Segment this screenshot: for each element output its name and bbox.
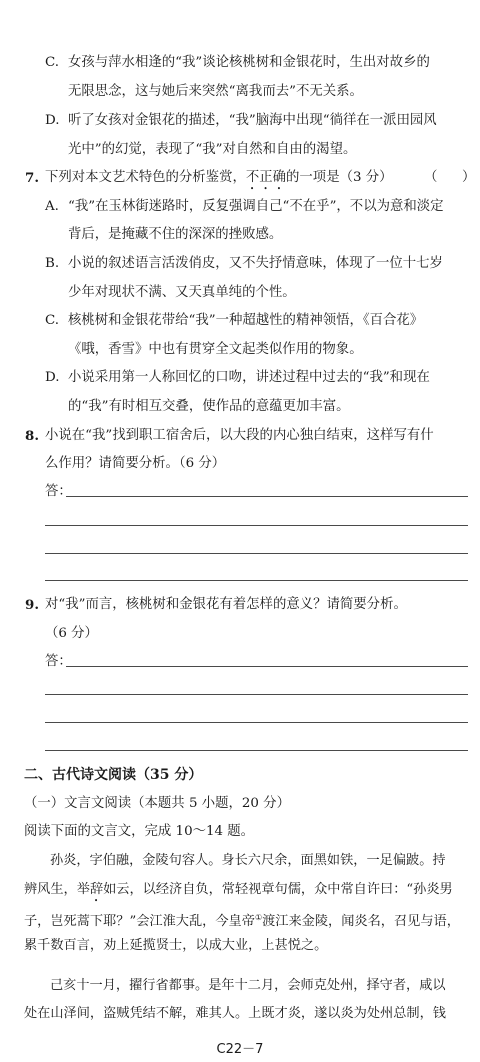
- question-number: 9.: [25, 597, 39, 613]
- option-label: C.: [45, 313, 60, 328]
- answer-label: 答：: [45, 484, 72, 499]
- question-text: 小说在“我”找到职工宿舍后，以大段的内心独白结束，这样写有什: [45, 428, 434, 443]
- section-title: 二、古代诗文阅读（35 分）: [24, 767, 203, 783]
- subsection-title: （一）文言文阅读（本题共 5 小题，20 分）: [24, 796, 290, 811]
- option-text-cont: 少年对现状不满、又天真单纯的个性。: [68, 285, 296, 300]
- emphasized-char: 辞: [89, 882, 104, 897]
- q9-answer-line-4[interactable]: [45, 750, 468, 751]
- question-text: 下列对本文艺术特色的分析鉴赏，不正确的一项是（3 分）: [45, 170, 393, 185]
- option-text-cont: 光中”的幻觉，表现了“我”对自然和自由的渴望。: [68, 142, 357, 157]
- classical-text: 子，岂死蒿下耶？”会江淮大乱，今皇帝①渡江来金陵，闻炎名，召见与语，: [24, 913, 460, 929]
- q8-answer-line-1[interactable]: [66, 496, 468, 497]
- q9-answer-line-1[interactable]: [66, 666, 468, 667]
- option-label: B.: [45, 256, 60, 271]
- option-text-cont: 的“我”有时相互交叠，使作品的意蕴更加丰富。: [68, 399, 350, 414]
- classical-text: 辨风生，举辞如云，以经济自负，常轻视章句儒，众中常自许曰：“孙炎男: [24, 882, 453, 897]
- classical-text: 己亥十一月，擢行省都事。是年十二月，会师克处州，择守者，咸以: [50, 978, 446, 993]
- question-number: 8.: [25, 428, 39, 444]
- option-label: D.: [45, 370, 60, 385]
- option-text: 核桃树和金银花带给“我”一种超越性的精神领悟，《百合花》: [68, 313, 424, 328]
- footnote-marker: ①: [254, 913, 263, 922]
- option-text: 听了女孩对金银花的描述，“我”脑海中出现“徜徉在一派田园风: [68, 113, 437, 128]
- option-label: A.: [45, 199, 59, 214]
- option-text-cont: 《哦，香雪》中也有贯穿全文起类似作用的物象。: [68, 342, 363, 357]
- question-number: 7.: [25, 170, 39, 186]
- option-text-cont: 无限思念，这与她后来突然“离我而去”不无关系。: [68, 84, 363, 99]
- question-text: 对“我”而言，核桃树和金银花有着怎样的意义？请简要分析。: [45, 597, 407, 612]
- option-text: “我”在玉林街迷路时，反复强调自己“不在乎”，不以为意和淡定: [68, 199, 444, 214]
- classical-text: 处在山泽间，盗贼凭结不解，难其人。上既才炎，遂以炎为处州总制，钱: [24, 1006, 446, 1021]
- answer-label: 答：: [45, 654, 72, 669]
- classical-text: 累千数百言，劝上延揽贤士，以成大业，上甚悦之。: [24, 938, 328, 953]
- q9-answer-line-3[interactable]: [45, 722, 468, 723]
- q9-answer-line-2[interactable]: [45, 694, 468, 695]
- option-label: C.: [45, 55, 60, 70]
- option-text: 女孩与萍水相逢的“我”谈论核桃树和金银花时，生出对故乡的: [68, 55, 430, 70]
- question-text-cont: 么作用？请简要分析。（6 分）: [45, 456, 226, 471]
- instruction-text: 阅读下面的文言文，完成 10～14 题。: [24, 824, 255, 839]
- q8-answer-line-3[interactable]: [45, 553, 468, 554]
- option-text-cont: 背后，是掩藏不住的深深的挫败感。: [68, 227, 283, 242]
- option-text: 小说采用第一人称回忆的口吻，讲述过程中过去的“我”和现在: [68, 370, 430, 385]
- question-text-cont: （6 分）: [45, 626, 98, 641]
- page-number: C22－7: [216, 1042, 264, 1057]
- option-label: D.: [45, 113, 60, 128]
- emphasized-text: 不正确: [245, 170, 287, 185]
- classical-text: 孙炎，字伯融，金陵句容人。身长六尺余，面黑如铁，一足偏跛。持: [50, 853, 446, 868]
- q8-answer-line-2[interactable]: [45, 525, 468, 526]
- option-text: 小说的叙述语言活泼俏皮，又不失抒情意味，体现了一位十七岁: [68, 256, 443, 271]
- answer-paren-left: （: [424, 170, 438, 185]
- q8-answer-line-4[interactable]: [45, 580, 468, 581]
- answer-paren-right: ）: [462, 170, 476, 185]
